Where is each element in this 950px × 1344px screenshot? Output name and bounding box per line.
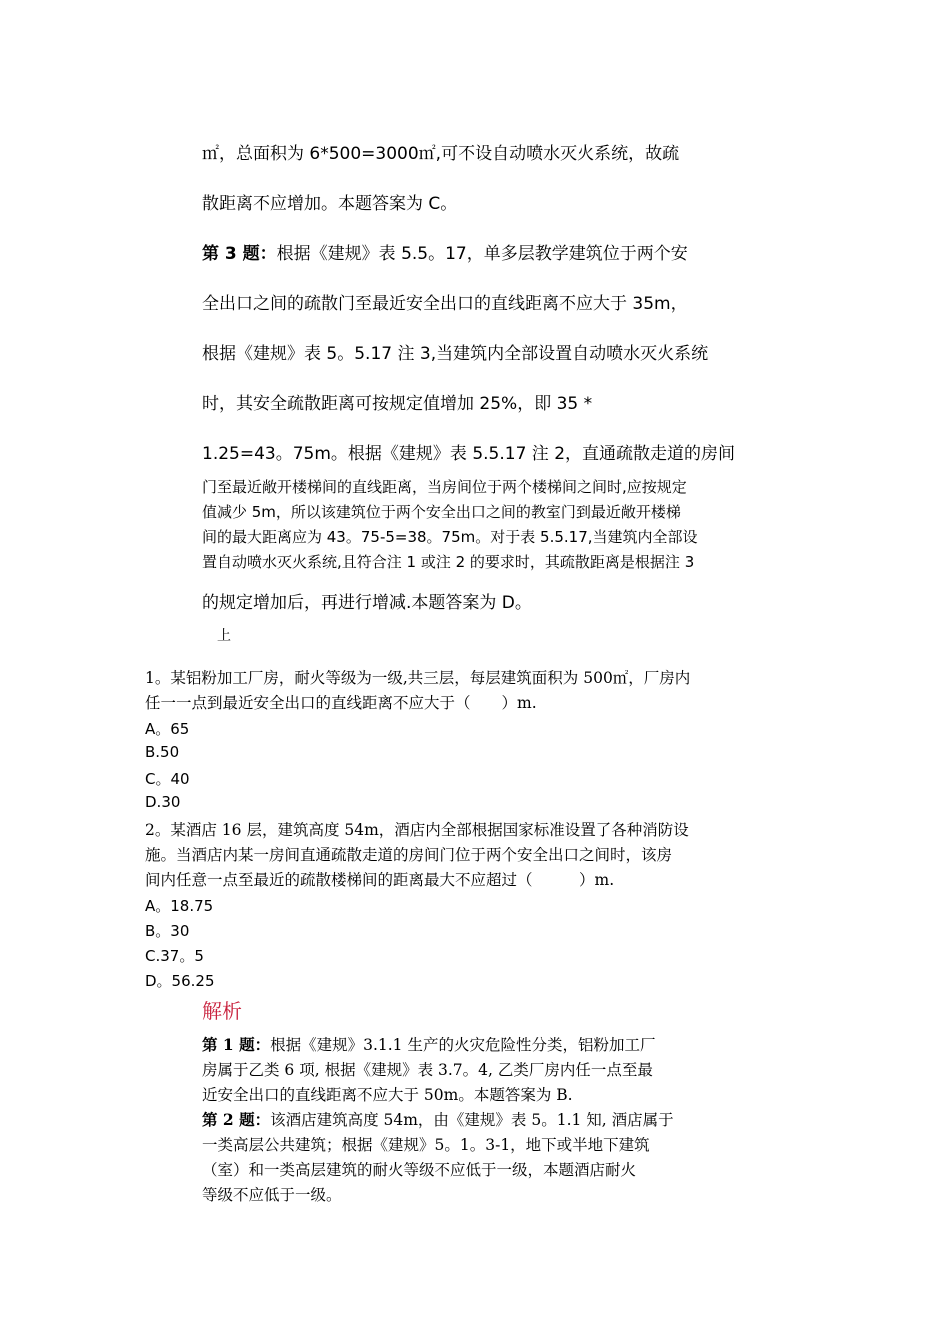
section-b: [202, 230, 822, 470]
paragraph-line: 的规定增加后，再进行增减.本题答案为 D。: [202, 593, 532, 613]
q1-label: 第 1 题：: [202, 1035, 271, 1054]
question-text: 1。某铝粉加工厂房，耐火等级为一级,共三层，每层建筑面积为 500㎡，厂房内: [145, 669, 691, 687]
analysis-line: [202, 1033, 655, 1055]
paragraph-line: 根据《建规》表 5。5.17 注 3,当建筑内全部设置自动喷水灭火系统: [202, 344, 709, 364]
question-2: [145, 818, 825, 993]
option-a: A。65: [145, 720, 190, 738]
analysis-line: 房属于乙类 6 项, 根据《建规》表 3.7。4, 乙类厂房内任一点至最: [202, 1061, 653, 1079]
question-1: [145, 666, 825, 816]
paragraph-line: 置自动喷水灭火系统,且符合注 1 或注 2 的要求时，其疏散距离是根据注 3: [202, 553, 695, 571]
q3-line-text: 根据《建规》表 5.5。17，单多层教学建筑位于两个安: [276, 244, 688, 264]
analysis-line: （室）和一类高层建筑的耐火等级不应低于一级，本题酒店耐火: [202, 1161, 637, 1179]
paragraph-line: [202, 239, 688, 264]
analysis-line: 一类高层公共建筑；根据《建规》5。1。3-1，地下或半地下建筑: [202, 1136, 650, 1154]
q3-label: 第 3 题：: [202, 244, 277, 264]
option-b: B.50: [145, 743, 180, 761]
analysis-heading: 解析: [202, 999, 242, 1023]
section-c: [202, 474, 822, 614]
paragraph-line: 散距离不应增加。本题答案为 C。: [202, 194, 458, 214]
paragraph-line: 时，其安全疏散距离可按规定值增加 25%，即 35 *: [202, 394, 593, 414]
analysis-line: 等级不应低于一级。: [202, 1186, 342, 1204]
question-text: 施。当酒店内某一房间直通疏散走道的房间门位于两个安全出口之间时，该房: [145, 846, 673, 864]
option-d: D.30: [145, 793, 181, 811]
question-text: 任一一点到最近安全出口的直线距离不应大于（ ）m.: [145, 694, 537, 712]
analysis-line: 近安全出口的直线距离不应大于 50m。本题答案为 B.: [202, 1086, 573, 1104]
question-text: 2。某酒店 16 层，建筑高度 54m，酒店内全部根据国家标准设置了各种消防设: [145, 821, 689, 839]
paragraph-line: ㎡，总面积为 6*500=3000㎡,可不设自动喷水灭火系统，故疏: [202, 144, 680, 164]
paragraph-line: 全出口之间的疏散门至最近安全出口的直线距离不应大于 35m，: [202, 294, 688, 314]
analysis-line: [202, 1108, 674, 1130]
question-text: 间内任意一点至最近的疏散楼梯间的距离最大不应超过（ ）m.: [145, 871, 615, 889]
paragraph-line: 间的最大距离应为 43。75-5=38。75m。对于表 5.5.17,当建筑内全部设: [202, 528, 698, 546]
option-c: C。40: [145, 770, 190, 788]
paragraph-line: 1.25=43。75m。根据《建规》表 5.5.17 注 2，直通疏散走道的房间: [202, 444, 736, 464]
analysis-section: [202, 995, 822, 1215]
option-c: C.37。5: [145, 947, 204, 965]
q2-label: 第 2 题：: [202, 1110, 271, 1129]
analysis-text: 该酒店建筑高度 54m，由《建规》表 5。1.1 知, 酒店属于: [270, 1111, 674, 1129]
option-b: B。30: [145, 922, 190, 940]
paragraph-line: 值减少 5m，所以该建筑位于两个安全出口之间的教室门到最近敞开楼梯: [202, 503, 681, 521]
option-a: A。18.75: [145, 897, 214, 915]
section-a: [202, 0, 822, 220]
paragraph-line: 门至最近敞开楼梯间的直线距离，当房间位于两个楼梯间之间时,应按规定: [202, 478, 687, 496]
option-d: D。56.25: [145, 972, 215, 990]
page-marker: 上: [217, 628, 231, 644]
analysis-text: 根据《建规》3.1.1 生产的火灾危险性分类，铝粉加工厂: [270, 1036, 656, 1054]
